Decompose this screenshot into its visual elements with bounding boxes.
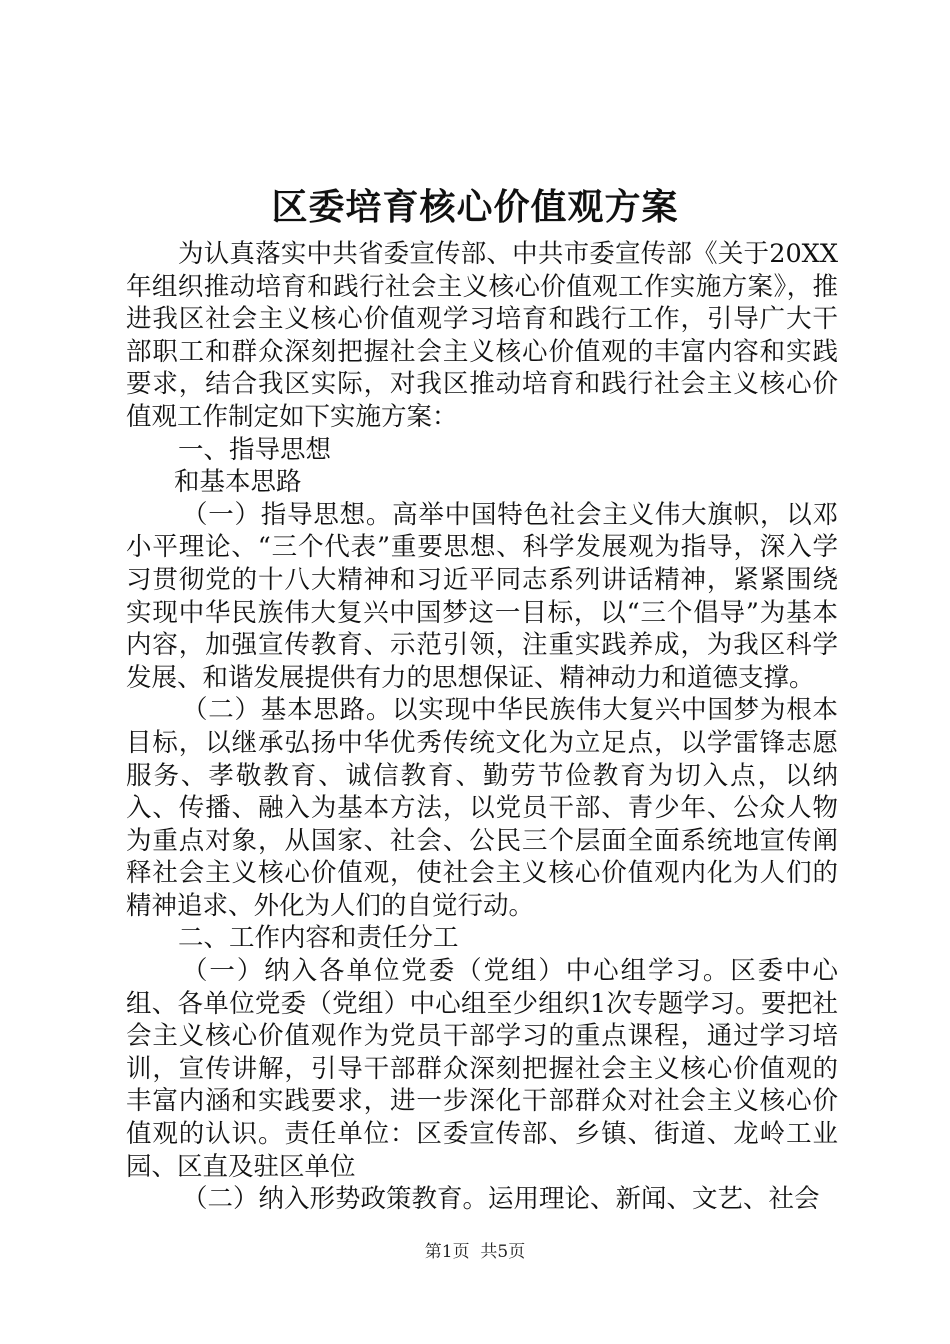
document-body — [126, 238, 838, 1216]
work-item-1-paragraph: （一）纳入各单位党委（党组）中心组学习。区委中心组、各单位党委（党组）中心组至少组织1次专题学习。要把社会主义核心价值观作为党员干部学习的重点课程，通过学习培训，宣传讲解，引导干部群众深刻把握社会主义核心价值观的丰富内涵和实践要求，进一步深化干部群众对社会主义核心价值观的认识。责任单位：区委宣传部、乡镇、街道、龙岭工业园、区直及驻区单位 — [126, 956, 838, 1182]
intro-paragraph: 为认真落实中共省委宣传部、中共市委宣传部《关于20XX年组织推动培育和践行社会主义核心价值观工作实施方案》，推进我区社会主义核心价值观学习培育和践行工作，引导广大干部职工和群众深刻把握社会主义核心价值观的丰富内容和实践要求，结合我区实际，对我区推动培育和践行社会主义核心价值观工作制定如下实施方案： — [126, 239, 838, 432]
section-heading-1: 一、指导思想 — [178, 434, 332, 465]
work-item-2-paragraph: （二）纳入形势政策教育。运用理论、新闻、文艺、社会 — [182, 1184, 820, 1215]
basic-approach-paragraph: （二）基本思路。以实现中华民族伟大复兴中国梦为根本目标，以继承弘扬中华优秀传统文化为立足点，以学雷锋志愿服务、孝敬教育、诚信教育、勤劳节俭教育为切入点，以纳入、传播、融入为基本方法，以党员干部、青少年、公众人物为重点对象，从国家、社会、公民三个层面全面系统地宣传阐释社会主义核心价值观，使社会主义核心价值观内化为人们的精神追求、外化为人们的自觉行动。 — [126, 695, 838, 921]
page-footer — [0, 1241, 950, 1263]
document-title: 区委培育核心价值观方案 — [271, 186, 679, 228]
guiding-thought-paragraph: （一）指导思想。高举中国特色社会主义伟大旗帜，以邓小平理论、“三个代表”重要思想、科学发展观为指导，深入学习贯彻党的十八大精神和习近平同志系列讲话精神，紧紧围绕实现中华民族伟大复兴中国梦这一目标，以“三个倡导”为基本内容，加强宣传教育、示范引领，注重实践养成，为我区科学发展、和谐发展提供有力的思想保证、精神动力和道德支撑。 — [126, 499, 838, 693]
page-number: 第1页 — [424, 1242, 470, 1262]
section-heading-2: 二、工作内容和责任分工 — [178, 923, 459, 954]
section-heading-1-continued: 和基本思路 — [174, 467, 302, 498]
page-total: 共5页 — [480, 1242, 526, 1262]
